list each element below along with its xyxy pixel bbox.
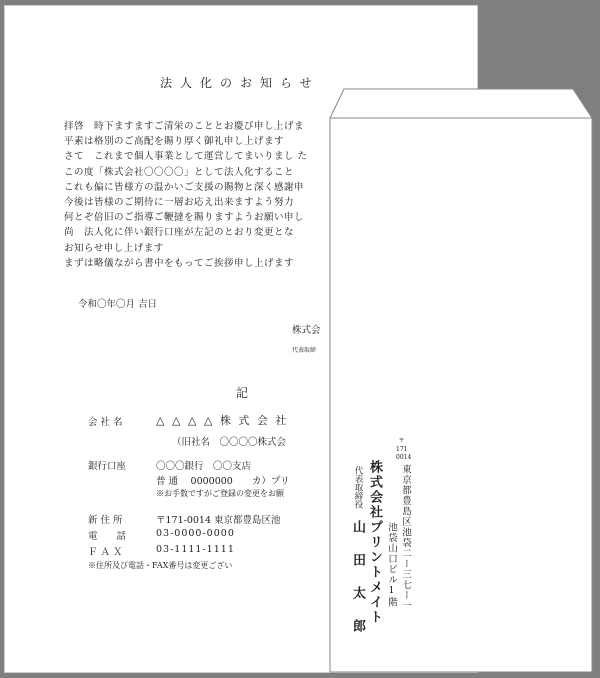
company-value: △ △ △ △ 株 式 会 社 bbox=[156, 414, 289, 427]
body-line: 何とぞ倍旧のご指導ご鞭撻を賜りますようお願い申し bbox=[64, 212, 305, 224]
body-line: これも偏に皆様方の温かいご支援の賜物と深く感謝申 bbox=[64, 181, 305, 193]
body-line: この度「株式会社〇〇〇〇」として法人化すること bbox=[64, 166, 295, 178]
body-line: お知らせ申し上げます bbox=[64, 242, 164, 254]
signature-company: 株式会 bbox=[292, 325, 321, 336]
body-line: 拝啓 時下ますますご清栄のこととお慶び申し上げま bbox=[64, 121, 305, 132]
letter-title: 法人化のお知らせ bbox=[160, 76, 320, 90]
fax-value: 03-1111-1111 bbox=[156, 544, 235, 555]
envelope-building: 池袋山口ビル1階 bbox=[386, 522, 397, 608]
signature-role: 代表取締 bbox=[292, 347, 317, 354]
envelope-flap bbox=[330, 89, 592, 118]
body-line: 平素は格別のご高配を賜り厚く御礼申し上げます bbox=[64, 136, 285, 148]
fax-label: Ｆ Ａ Ｘ bbox=[88, 547, 123, 558]
address-value: 〒171-0014 東京都豊島区池 bbox=[156, 515, 281, 526]
envelope-role: 代表取締役 bbox=[353, 466, 363, 509]
envelope-company: 株式会社プリントメイト bbox=[367, 460, 382, 625]
ki-heading: 記 bbox=[236, 386, 249, 400]
bank-value: 〇〇〇銀行 〇〇支店 bbox=[156, 461, 252, 472]
old-company-name: （旧社名 〇〇〇〇株式会 bbox=[172, 437, 287, 448]
company-label: 会 社 名 bbox=[88, 417, 123, 428]
postal-code-bottom: 0014 bbox=[396, 454, 412, 461]
body-line: 今後は皆様のご期待に一層お応え出来ますよう努力 bbox=[64, 197, 295, 209]
postal-code-top: 171 bbox=[396, 446, 408, 453]
envelope-address: 東京都豊島区池袋二ー三七ー一 bbox=[400, 464, 411, 611]
envelope-postal-code bbox=[396, 446, 411, 462]
tel-label: 電 話 bbox=[88, 531, 127, 542]
account-value: 普 通 0000000 カ）プリ bbox=[156, 476, 290, 487]
bank-note: ※お手数ですがご登録の変更をお願 bbox=[156, 489, 284, 498]
body-line: 尚 法人化に伴い銀行口座が左記のとおり変更とな bbox=[64, 227, 295, 239]
contact-note: ※住所及び電話・FAX番号は変更ござい bbox=[88, 561, 233, 570]
address-label: 新 住 所 bbox=[88, 515, 123, 526]
envelope-postal-mark: 〒 bbox=[397, 437, 404, 443]
body-line: さて これまで個人事業として運営してまいりまし た bbox=[64, 151, 308, 163]
body-line: まずは略儀ながら書中をもってご挨拶申し上げます bbox=[64, 257, 295, 269]
tel-value: 03-0000-0000 bbox=[156, 528, 235, 539]
bank-label: 銀行口座 bbox=[88, 461, 127, 472]
envelope-name: 山田太郎 bbox=[350, 520, 365, 652]
letter-date: 令和〇年〇月 吉日 bbox=[78, 299, 158, 310]
